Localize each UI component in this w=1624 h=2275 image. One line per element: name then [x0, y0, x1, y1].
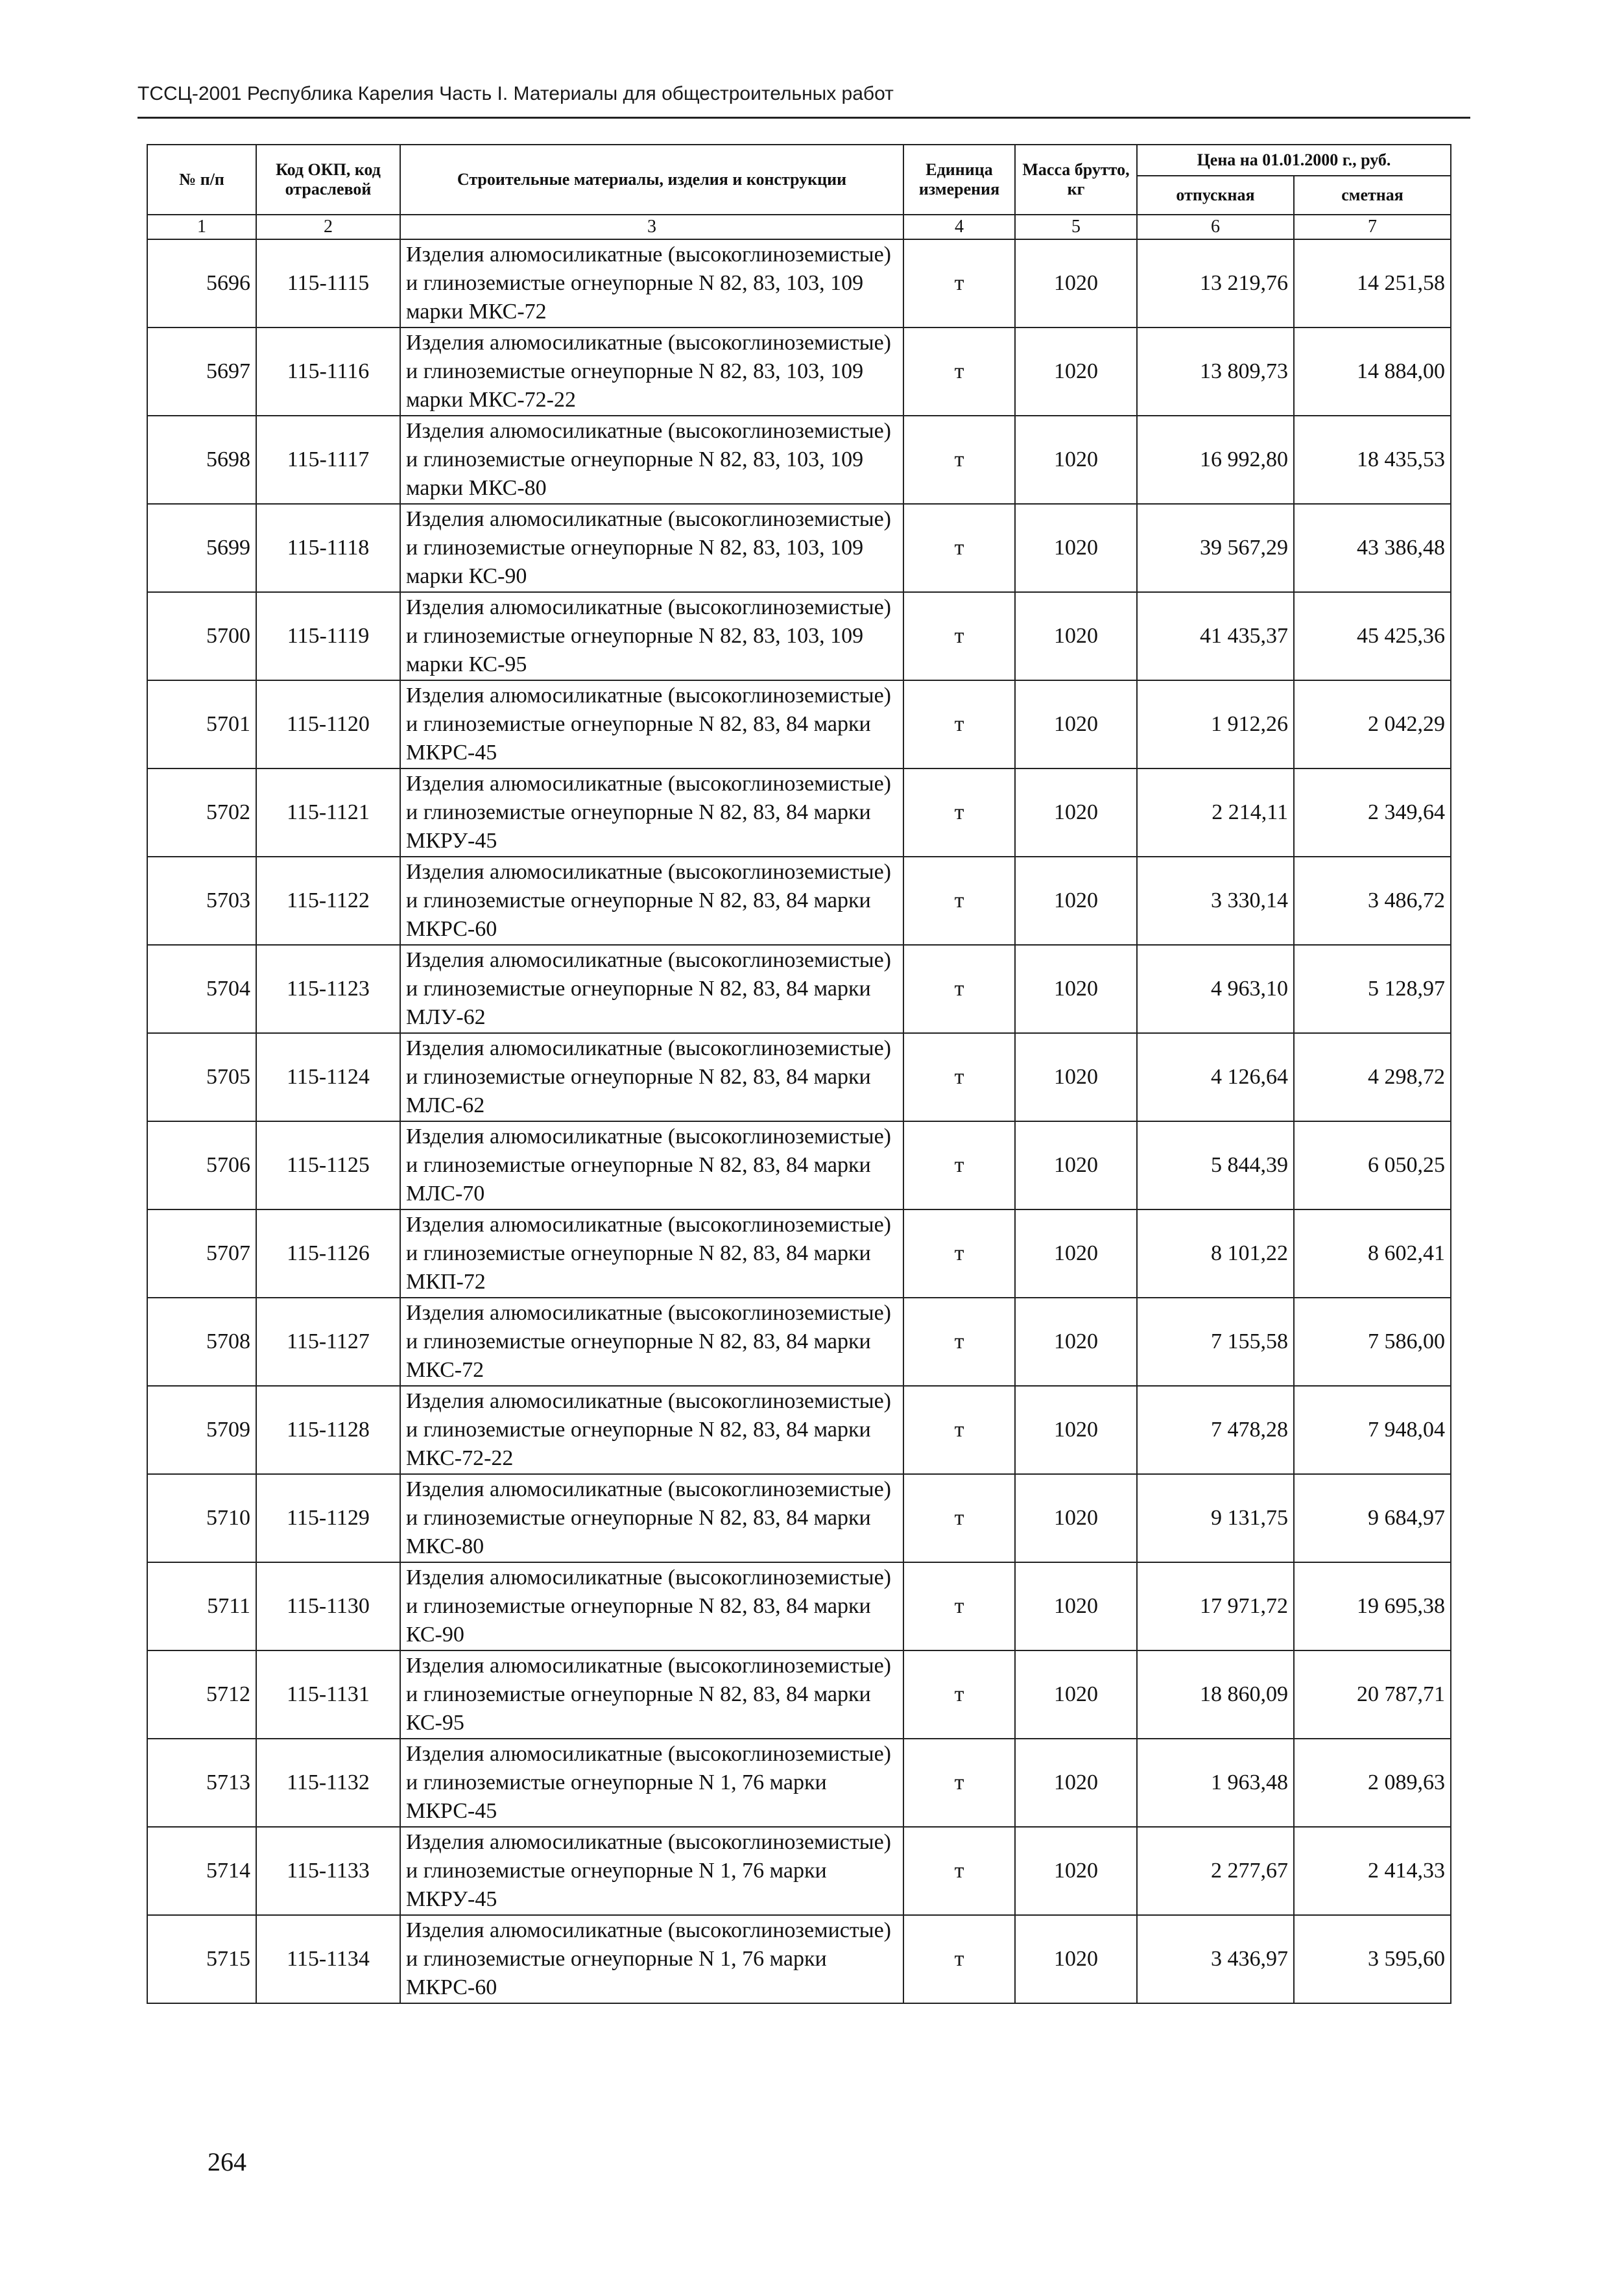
release-price: 17 971,72	[1137, 1562, 1294, 1650]
material-name: Изделия алюмосиликатные (высокоглиноземистые) и глиноземистые огнеупорные N 82, 83, 84 марки КС-95	[400, 1650, 903, 1739]
okp-code: 115-1125	[256, 1121, 400, 1209]
estimate-price: 8 602,41	[1294, 1209, 1451, 1298]
unit-of-measure: т	[903, 504, 1015, 592]
okp-code: 115-1118	[256, 504, 400, 592]
estimate-price: 2 042,29	[1294, 680, 1451, 768]
estimate-price: 3 595,60	[1294, 1915, 1451, 2003]
estimate-price: 9 684,97	[1294, 1474, 1451, 1562]
release-price: 4 126,64	[1137, 1033, 1294, 1121]
release-price: 18 860,09	[1137, 1650, 1294, 1739]
unit-of-measure: т	[903, 1739, 1015, 1827]
row-number: 5700	[147, 592, 256, 680]
column-number: 7	[1294, 215, 1451, 239]
okp-code: 115-1133	[256, 1827, 400, 1915]
material-name: Изделия алюмосиликатные (высокоглиноземистые) и глиноземистые огнеупорные N 82, 83, 84 марки МКРУ-45	[400, 768, 903, 857]
unit-of-measure: т	[903, 1915, 1015, 2003]
okp-code: 115-1121	[256, 768, 400, 857]
estimate-price: 14 884,00	[1294, 328, 1451, 416]
page-header-title: ТССЦ-2001 Республика Карелия Часть I. Материалы для общестроительных работ	[137, 83, 894, 104]
unit-of-measure: т	[903, 328, 1015, 416]
material-name: Изделия алюмосиликатные (высокоглиноземистые) и глиноземистые огнеупорные N 82, 83, 84 марки МЛС-70	[400, 1121, 903, 1209]
table-row	[147, 1474, 1451, 1562]
gross-mass: 1020	[1015, 1739, 1137, 1827]
row-number: 5712	[147, 1650, 256, 1739]
unit-of-measure: т	[903, 1386, 1015, 1474]
table-row	[147, 680, 1451, 768]
material-name: Изделия алюмосиликатные (высокоглиноземистые) и глиноземистые огнеупорные N 1, 76 марки МКРС-45	[400, 1739, 903, 1827]
row-number: 5699	[147, 504, 256, 592]
table-row	[147, 1827, 1451, 1915]
material-name: Изделия алюмосиликатные (высокоглиноземистые) и глиноземистые огнеупорные N 82, 83, 103, 109 марки КС-90	[400, 504, 903, 592]
table-row	[147, 592, 1451, 680]
unit-of-measure: т	[903, 1562, 1015, 1650]
row-number: 5706	[147, 1121, 256, 1209]
estimate-price: 4 298,72	[1294, 1033, 1451, 1121]
gross-mass: 1020	[1015, 768, 1137, 857]
header-price-release: отпускная	[1137, 176, 1294, 215]
unit-of-measure: т	[903, 592, 1015, 680]
estimate-price: 2 414,33	[1294, 1827, 1451, 1915]
estimate-price: 2 349,64	[1294, 768, 1451, 857]
estimate-price: 14 251,58	[1294, 239, 1451, 328]
row-number: 5696	[147, 239, 256, 328]
okp-code: 115-1120	[256, 680, 400, 768]
header-name: Строительные материалы, изделия и конструкции	[400, 145, 903, 215]
unit-of-measure: т	[903, 1827, 1015, 1915]
gross-mass: 1020	[1015, 328, 1137, 416]
okp-code: 115-1131	[256, 1650, 400, 1739]
table-row	[147, 1209, 1451, 1298]
estimate-price: 3 486,72	[1294, 857, 1451, 945]
release-price: 1 912,26	[1137, 680, 1294, 768]
material-name: Изделия алюмосиликатные (высокоглиноземистые) и глиноземистые огнеупорные N 82, 83, 84 марки МКС-72-22	[400, 1386, 903, 1474]
row-number: 5708	[147, 1298, 256, 1386]
row-number: 5701	[147, 680, 256, 768]
table-row	[147, 857, 1451, 945]
release-price: 13 219,76	[1137, 239, 1294, 328]
material-name: Изделия алюмосиликатные (высокоглиноземистые) и глиноземистые огнеупорные N 82, 83, 84 марки МЛУ-62	[400, 945, 903, 1033]
table-row	[147, 1033, 1451, 1121]
unit-of-measure: т	[903, 1298, 1015, 1386]
material-name: Изделия алюмосиликатные (высокоглиноземистые) и глиноземистые огнеупорные N 82, 83, 84 марки МКС-72	[400, 1298, 903, 1386]
unit-of-measure: т	[903, 1121, 1015, 1209]
release-price: 41 435,37	[1137, 592, 1294, 680]
row-number: 5709	[147, 1386, 256, 1474]
release-price: 16 992,80	[1137, 416, 1294, 504]
release-price: 7 478,28	[1137, 1386, 1294, 1474]
gross-mass: 1020	[1015, 239, 1137, 328]
column-number: 6	[1137, 215, 1294, 239]
okp-code: 115-1115	[256, 239, 400, 328]
okp-code: 115-1134	[256, 1915, 400, 2003]
unit-of-measure: т	[903, 1209, 1015, 1298]
gross-mass: 1020	[1015, 1121, 1137, 1209]
okp-code: 115-1129	[256, 1474, 400, 1562]
table-row	[147, 768, 1451, 857]
okp-code: 115-1119	[256, 592, 400, 680]
table-row	[147, 239, 1451, 328]
release-price: 3 330,14	[1137, 857, 1294, 945]
okp-code: 115-1127	[256, 1298, 400, 1386]
row-number: 5707	[147, 1209, 256, 1298]
table-row	[147, 1386, 1451, 1474]
release-price: 13 809,73	[1137, 328, 1294, 416]
row-number: 5703	[147, 857, 256, 945]
row-number: 5705	[147, 1033, 256, 1121]
material-name: Изделия алюмосиликатные (высокоглиноземистые) и глиноземистые огнеупорные N 82, 83, 84 марки МЛС-62	[400, 1033, 903, 1121]
row-number: 5711	[147, 1562, 256, 1650]
estimate-price: 18 435,53	[1294, 416, 1451, 504]
estimate-price: 2 089,63	[1294, 1739, 1451, 1827]
release-price: 5 844,39	[1137, 1121, 1294, 1209]
table-row	[147, 328, 1451, 416]
gross-mass: 1020	[1015, 592, 1137, 680]
estimate-price: 5 128,97	[1294, 945, 1451, 1033]
material-name: Изделия алюмосиликатные (высокоглиноземистые) и глиноземистые огнеупорные N 82, 83, 103, 109 марки КС-95	[400, 592, 903, 680]
table-row	[147, 504, 1451, 592]
header-code: Код ОКП, код отраслевой	[256, 145, 400, 215]
column-number: 3	[400, 215, 903, 239]
estimate-price: 45 425,36	[1294, 592, 1451, 680]
gross-mass: 1020	[1015, 1298, 1137, 1386]
release-price: 7 155,58	[1137, 1298, 1294, 1386]
table-row	[147, 1739, 1451, 1827]
header-mass: Масса брутто, кг	[1015, 145, 1137, 215]
gross-mass: 1020	[1015, 945, 1137, 1033]
gross-mass: 1020	[1015, 416, 1137, 504]
header-price-estimate: сметная	[1294, 176, 1451, 215]
okp-code: 115-1128	[256, 1386, 400, 1474]
row-number: 5697	[147, 328, 256, 416]
okp-code: 115-1122	[256, 857, 400, 945]
header-num: № п/п	[147, 145, 256, 215]
material-name: Изделия алюмосиликатные (высокоглиноземистые) и глиноземистые огнеупорные N 1, 76 марки МКРУ-45	[400, 1827, 903, 1915]
column-number: 1	[147, 215, 256, 239]
table-row	[147, 1915, 1451, 2003]
okp-code: 115-1130	[256, 1562, 400, 1650]
unit-of-measure: т	[903, 239, 1015, 328]
release-price: 8 101,22	[1137, 1209, 1294, 1298]
okp-code: 115-1117	[256, 416, 400, 504]
material-name: Изделия алюмосиликатные (высокоглиноземистые) и глиноземистые огнеупорные N 1, 76 марки МКРС-60	[400, 1915, 903, 2003]
gross-mass: 1020	[1015, 1209, 1137, 1298]
unit-of-measure: т	[903, 857, 1015, 945]
header-price-group: Цена на 01.01.2000 г., руб.	[1137, 145, 1451, 176]
estimate-price: 7 586,00	[1294, 1298, 1451, 1386]
release-price: 39 567,29	[1137, 504, 1294, 592]
page-number: 264	[208, 2147, 246, 2176]
gross-mass: 1020	[1015, 504, 1137, 592]
gross-mass: 1020	[1015, 1562, 1137, 1650]
okp-code: 115-1123	[256, 945, 400, 1033]
column-number: 5	[1015, 215, 1137, 239]
column-numbers-row	[147, 215, 1451, 239]
price-table	[147, 144, 1451, 2004]
table-row	[147, 945, 1451, 1033]
column-number: 4	[903, 215, 1015, 239]
gross-mass: 1020	[1015, 680, 1137, 768]
gross-mass: 1020	[1015, 1386, 1137, 1474]
table-row	[147, 416, 1451, 504]
table-row	[147, 1298, 1451, 1386]
material-name: Изделия алюмосиликатные (высокоглиноземистые) и глиноземистые огнеупорные N 82, 83, 103, 109 марки МКС-80	[400, 416, 903, 504]
estimate-price: 6 050,25	[1294, 1121, 1451, 1209]
gross-mass: 1020	[1015, 1474, 1137, 1562]
release-price: 3 436,97	[1137, 1915, 1294, 2003]
table-row	[147, 1121, 1451, 1209]
okp-code: 115-1116	[256, 328, 400, 416]
estimate-price: 19 695,38	[1294, 1562, 1451, 1650]
gross-mass: 1020	[1015, 1915, 1137, 2003]
material-name: Изделия алюмосиликатные (высокоглиноземистые) и глиноземистые огнеупорные N 82, 83, 84 марки МКРС-45	[400, 680, 903, 768]
material-name: Изделия алюмосиликатные (высокоглиноземистые) и глиноземистые огнеупорные N 82, 83, 103, 109 марки МКС-72-22	[400, 328, 903, 416]
table-body	[147, 239, 1451, 2003]
header-unit: Единица измерения	[903, 145, 1015, 215]
gross-mass: 1020	[1015, 1650, 1137, 1739]
unit-of-measure: т	[903, 768, 1015, 857]
material-name: Изделия алюмосиликатные (высокоглиноземистые) и глиноземистые огнеупорные N 82, 83, 84 марки МКС-80	[400, 1474, 903, 1562]
gross-mass: 1020	[1015, 1827, 1137, 1915]
release-price: 2 214,11	[1137, 768, 1294, 857]
row-number: 5714	[147, 1827, 256, 1915]
material-name: Изделия алюмосиликатные (высокоглиноземистые) и глиноземистые огнеупорные N 82, 83, 103, 109 марки МКС-72	[400, 239, 903, 328]
material-name: Изделия алюмосиликатные (высокоглиноземистые) и глиноземистые огнеупорные N 82, 83, 84 марки МКП-72	[400, 1209, 903, 1298]
unit-of-measure: т	[903, 680, 1015, 768]
unit-of-measure: т	[903, 1474, 1015, 1562]
table-row	[147, 1650, 1451, 1739]
material-name: Изделия алюмосиликатные (высокоглиноземистые) и глиноземистые огнеупорные N 82, 83, 84 марки МКРС-60	[400, 857, 903, 945]
unit-of-measure: т	[903, 945, 1015, 1033]
release-price: 4 963,10	[1137, 945, 1294, 1033]
release-price: 9 131,75	[1137, 1474, 1294, 1562]
table-row	[147, 1562, 1451, 1650]
estimate-price: 7 948,04	[1294, 1386, 1451, 1474]
okp-code: 115-1124	[256, 1033, 400, 1121]
estimate-price: 20 787,71	[1294, 1650, 1451, 1739]
row-number: 5715	[147, 1915, 256, 2003]
okp-code: 115-1126	[256, 1209, 400, 1298]
row-number: 5702	[147, 768, 256, 857]
unit-of-measure: т	[903, 416, 1015, 504]
column-number: 2	[256, 215, 400, 239]
row-number: 5710	[147, 1474, 256, 1562]
unit-of-measure: т	[903, 1033, 1015, 1121]
row-number: 5698	[147, 416, 256, 504]
release-price: 2 277,67	[1137, 1827, 1294, 1915]
estimate-price: 43 386,48	[1294, 504, 1451, 592]
release-price: 1 963,48	[1137, 1739, 1294, 1827]
header-divider	[137, 117, 1470, 119]
okp-code: 115-1132	[256, 1739, 400, 1827]
gross-mass: 1020	[1015, 857, 1137, 945]
gross-mass: 1020	[1015, 1033, 1137, 1121]
row-number: 5704	[147, 945, 256, 1033]
row-number: 5713	[147, 1739, 256, 1827]
material-name: Изделия алюмосиликатные (высокоглиноземистые) и глиноземистые огнеупорные N 82, 83, 84 марки КС-90	[400, 1562, 903, 1650]
unit-of-measure: т	[903, 1650, 1015, 1739]
